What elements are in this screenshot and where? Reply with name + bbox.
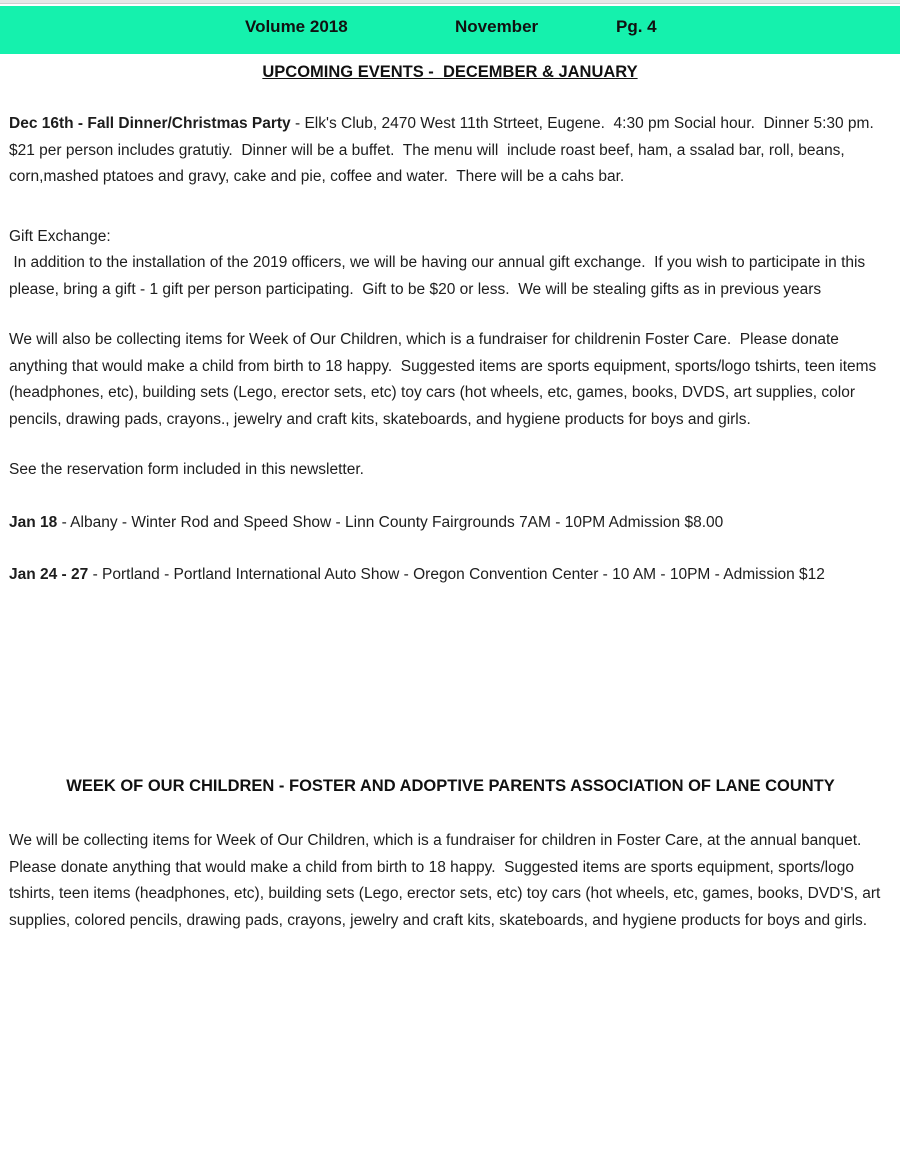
event-jan24-27-details: - Portland - Portland International Auto Show - Oregon Convention Center - 10 AM - 10PM - Admission $12 (88, 566, 825, 583)
event-dec16-date: Dec 16th - Fall Dinner/Christmas Party (9, 115, 291, 132)
collecting-items-paragraph: We will also be collecting items for Week of Our Children, which is a fundraiser for childrenin Foster Care. Please donate anything that would make a child from birth to 18 happy. Suggested items are sports equipment, sports/logo tshirts, teen items (headphones, etc), building sets (Lego, erector sets, etc) toy cars (hot wheels, etc, games, books, DVDS, art supplies, color pencils, drawing pads, crayons., jewelry and craft kits, skateboards, and hygiene products for boys and girls. (9, 331, 881, 428)
event-dec16 (9, 111, 892, 191)
page-top-divider (0, 0, 900, 4)
event-jan24-27-date: Jan 24 - 27 (9, 566, 89, 583)
header-page-number: Pg. 4 (616, 17, 657, 36)
event-jan18-date: Jan 18 (9, 513, 58, 531)
event-dec16-details: - Elk's Club, 2470 West 11th Strteet, Eugene. 4:30 pm Social hour. Dinner 5:30 pm. $21 per person includes gratutiy. Dinner will be a buffet. The menu will include roast beef, ham, a ssalad bar, roll, beans, corn,mashed ptatoes and gravy, cake and pie, coffee and water. There will be a cahs bar. (9, 115, 879, 185)
header-volume: Volume 2018 (245, 17, 348, 36)
page-content (0, 111, 900, 934)
event-jan24-27 (9, 562, 892, 589)
event-jan18-details: - Albany - Winter Rod and Speed Show - Linn County Fairgrounds 7AM - 10PM Admission $8.00 (57, 513, 724, 531)
reservation-note: See the reservation form included in this newsletter. (9, 461, 364, 478)
week-of-our-children-body: We will be collecting items for Week of Our Children, which is a fundraiser for children in Foster Care, at the annual banquet. Please donate anything that would make a child from birth to 18 happy. Suggested items are sports equipment, sports/logo tshirts, teen items (headphones, etc), building sets (Lego, erector sets, etc) toy cars (hot wheels, etc, games, books, DVD'S, art supplies, colored pencils, drawing pads, crayons, jewelry and craft kits, skateboards, and hygiene products for boys and girls. (9, 832, 885, 929)
header-bar (0, 6, 900, 54)
event-jan18 (9, 510, 892, 537)
gift-exchange-body: In addition to the installation of the 2019 officers, we will be having our annual gift exchange. If you wish to participate in this please, bring a gift - 1 gift per person participating. Gift to be $20 or less. We will be stealing gifts as in previous years (9, 254, 870, 298)
header-month: November (455, 17, 539, 36)
week-of-our-children-title: WEEK OF OUR CHILDREN - FOSTER AND ADOPTIVE PARENTS ASSOCIATION OF LANE COUNTY (66, 776, 835, 795)
gift-exchange-label: Gift Exchange: (9, 227, 111, 245)
upcoming-events-title: UPCOMING EVENTS - DECEMBER & JANUARY (262, 63, 638, 81)
